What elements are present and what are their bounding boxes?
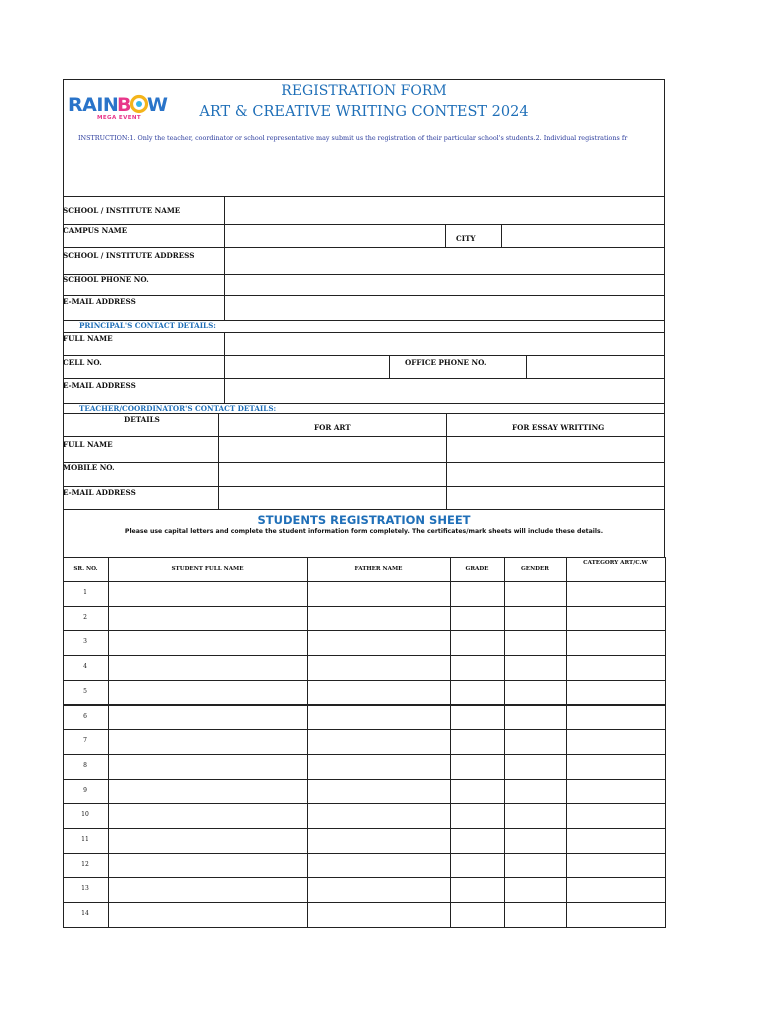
students-sheet-subtitle: Please use capital letters and complete the student information form completely. The certificates/mark sheets will include these details.	[124, 528, 604, 535]
address-label: SCHOOL / INSTITUTE ADDRESS	[63, 251, 195, 260]
row-11-father-name-field[interactable]	[307, 828, 451, 854]
row-9-category-field[interactable]	[566, 779, 666, 805]
school-email-label: E-MAIL ADDRESS	[63, 297, 136, 306]
row-11-grade-field[interactable]	[450, 828, 505, 854]
row-14-grade-field[interactable]	[450, 902, 505, 928]
row-number: 14	[81, 910, 89, 918]
column-header-category-label: CATEGORY ART/C.W	[583, 560, 648, 566]
office-phone-field[interactable]	[526, 356, 665, 379]
row-7-grade-field[interactable]	[450, 729, 505, 755]
row-8-gender-field[interactable]	[504, 754, 567, 780]
row-2-student-full-name-field[interactable]	[108, 606, 308, 632]
row-5-father-name-field[interactable]	[307, 680, 451, 706]
row-number: 10	[81, 811, 89, 819]
column-header-grade-label: GRADE	[465, 566, 489, 572]
row-7-father-name-field[interactable]	[307, 729, 451, 755]
row-8-father-name-field[interactable]	[307, 754, 451, 780]
row-11-category-field[interactable]	[566, 828, 666, 854]
row-number: 7	[83, 737, 87, 745]
row-10-grade-field[interactable]	[450, 803, 505, 829]
for-art-label: FOR ART	[314, 423, 351, 432]
row-5-student-full-name-field[interactable]	[108, 680, 308, 706]
row-2-category-field[interactable]	[566, 606, 666, 632]
svg-text:MEGA EVENT: MEGA EVENT	[97, 115, 142, 121]
campus-label: CAMPUS NAME	[63, 226, 128, 235]
row-10-student-full-name-field[interactable]	[108, 803, 308, 829]
row-4-gender-field[interactable]	[504, 655, 567, 681]
principal-cell-label: CELL NO.	[63, 358, 102, 367]
row-12-father-name-field[interactable]	[307, 853, 451, 879]
row-number: 11	[81, 836, 89, 843]
column-header-sr-no-label: SR. NO.	[73, 566, 98, 572]
row-number: 12	[81, 860, 89, 868]
art-teacher-mobile-field[interactable]	[218, 463, 447, 487]
row-number: 9	[83, 786, 87, 794]
row-5-gender-field[interactable]	[504, 680, 567, 706]
row-9-grade-field[interactable]	[450, 779, 505, 805]
principal-name-field[interactable]	[224, 332, 665, 356]
teacher-section-label: TEACHER/COORDINATOR'S CONTACT DETAILS:	[79, 404, 277, 413]
row-6-grade-field[interactable]	[450, 705, 505, 731]
row-1-grade-field[interactable]	[450, 581, 505, 607]
row-number: 4	[83, 663, 87, 671]
row-3-grade-field[interactable]	[450, 630, 505, 656]
row-13-grade-field[interactable]	[450, 877, 505, 903]
row-1-gender-field[interactable]	[504, 581, 567, 607]
row-12-grade-field[interactable]	[450, 853, 505, 879]
row-10-category-field[interactable]	[566, 803, 666, 829]
teacher-email-label: E-MAIL ADDRESS	[63, 488, 136, 497]
row-7-student-full-name-field[interactable]	[108, 729, 308, 755]
teacher-mobile-label: MOBILE NO.	[63, 463, 115, 472]
principal-cell-field[interactable]	[224, 356, 390, 379]
column-header-gender-label: GENDER	[521, 566, 549, 572]
row-5-category-field[interactable]	[566, 680, 666, 706]
row-14-student-full-name-field[interactable]	[108, 902, 308, 928]
principal-email-label: E-MAIL ADDRESS	[63, 381, 136, 390]
row-number: 8	[83, 761, 87, 769]
row-12-student-full-name-field[interactable]	[108, 853, 308, 879]
row-2-grade-field[interactable]	[450, 606, 505, 632]
svg-text:RAIN: RAIN	[68, 94, 119, 116]
principal-email-field[interactable]	[224, 379, 665, 404]
row-number: 3	[83, 638, 87, 646]
row-9-gender-field[interactable]	[504, 779, 567, 805]
campus-name-field[interactable]	[224, 225, 446, 248]
office-phone-label: OFFICE PHONE NO.	[405, 358, 487, 367]
row-3-gender-field[interactable]	[504, 630, 567, 656]
row-14-father-name-field[interactable]	[307, 902, 451, 928]
row-4-father-name-field[interactable]	[307, 655, 451, 681]
row-1-father-name-field[interactable]	[307, 581, 451, 607]
school-name-label: SCHOOL / INSTITUTE NAME	[63, 206, 181, 215]
art-teacher-email-field[interactable]	[218, 487, 447, 510]
row-6-gender-field[interactable]	[504, 705, 567, 731]
city-label: CITY	[456, 234, 476, 243]
school-phone-field[interactable]	[224, 275, 665, 296]
for-essay-label: FOR ESSAY WRITTING	[512, 423, 605, 432]
row-13-student-full-name-field[interactable]	[108, 877, 308, 903]
row-13-father-name-field[interactable]	[307, 877, 451, 903]
row-1-student-full-name-field[interactable]	[108, 581, 308, 607]
row-8-student-full-name-field[interactable]	[108, 754, 308, 780]
row-7-category-field[interactable]	[566, 729, 666, 755]
form-title: REGISTRATION FORM	[281, 83, 447, 99]
address-field[interactable]	[224, 248, 665, 275]
row-2-gender-field[interactable]	[504, 606, 567, 632]
city-field[interactable]	[501, 225, 665, 248]
contest-title: ART & CREATIVE WRITING CONTEST 2024	[199, 104, 529, 120]
row-3-father-name-field[interactable]	[307, 630, 451, 656]
instruction-text: INSTRUCTION:1. Only the teacher, coordinator or school representative may submit us the registration of their particular school's students.2. Individual registrations fr	[78, 134, 628, 142]
principal-name-label: FULL NAME	[63, 334, 113, 343]
row-5-grade-field[interactable]	[450, 680, 505, 706]
row-11-gender-field[interactable]	[504, 828, 567, 854]
column-header-father-name-label: FATHER NAME	[354, 566, 403, 572]
row-number: 13	[81, 885, 89, 893]
row-number: 5	[83, 687, 87, 695]
row-number: 6	[83, 712, 87, 720]
row-12-gender-field[interactable]	[504, 853, 567, 879]
row-number: 2	[83, 613, 87, 621]
row-4-category-field[interactable]	[566, 655, 666, 681]
row-8-category-field[interactable]	[566, 754, 666, 780]
row-14-gender-field[interactable]	[504, 902, 567, 928]
row-6-father-name-field[interactable]	[307, 705, 451, 731]
row-4-student-full-name-field[interactable]	[108, 655, 308, 681]
school-name-field[interactable]	[224, 196, 665, 225]
row-3-category-field[interactable]	[566, 630, 666, 656]
row-13-category-field[interactable]	[566, 877, 666, 903]
svg-text:W: W	[147, 94, 168, 116]
row-13-gender-field[interactable]	[504, 877, 567, 903]
principal-section-label: PRINCIPAL'S CONTACT DETAILS:	[79, 321, 216, 330]
row-9-father-name-field[interactable]	[307, 779, 451, 805]
row-number: 1	[83, 589, 87, 596]
row-8-grade-field[interactable]	[450, 754, 505, 780]
details-label: DETAILS	[124, 415, 160, 424]
svg-text:B: B	[117, 94, 132, 116]
row-10-gender-field[interactable]	[504, 803, 567, 829]
registration-form	[63, 79, 665, 930]
row-6-student-full-name-field[interactable]	[108, 705, 308, 731]
essay-teacher-mobile-field[interactable]	[446, 463, 665, 487]
row-12-category-field[interactable]	[566, 853, 666, 879]
row-10-father-name-field[interactable]	[307, 803, 451, 829]
row-4-grade-field[interactable]	[450, 655, 505, 681]
row-7-gender-field[interactable]	[504, 729, 567, 755]
row-14-category-field[interactable]	[566, 902, 666, 928]
essay-teacher-email-field[interactable]	[446, 487, 665, 510]
art-teacher-name-field[interactable]	[218, 437, 447, 463]
row-3-student-full-name-field[interactable]	[108, 630, 308, 656]
row-1-category-field[interactable]	[566, 581, 666, 607]
row-6-category-field[interactable]	[566, 705, 666, 731]
column-header-student-full-name-label: STUDENT FULL NAME	[171, 566, 244, 572]
teacher-name-label: FULL NAME	[63, 440, 113, 449]
students-sheet-title: STUDENTS REGISTRATION SHEET	[257, 513, 471, 527]
row-2-father-name-field[interactable]	[307, 606, 451, 632]
essay-teacher-name-field[interactable]	[446, 437, 665, 463]
school-phone-label: SCHOOL PHONE NO.	[63, 275, 149, 284]
row-11-student-full-name-field[interactable]	[108, 828, 308, 854]
row-9-student-full-name-field[interactable]	[108, 779, 308, 805]
school-email-field[interactable]	[224, 296, 665, 321]
